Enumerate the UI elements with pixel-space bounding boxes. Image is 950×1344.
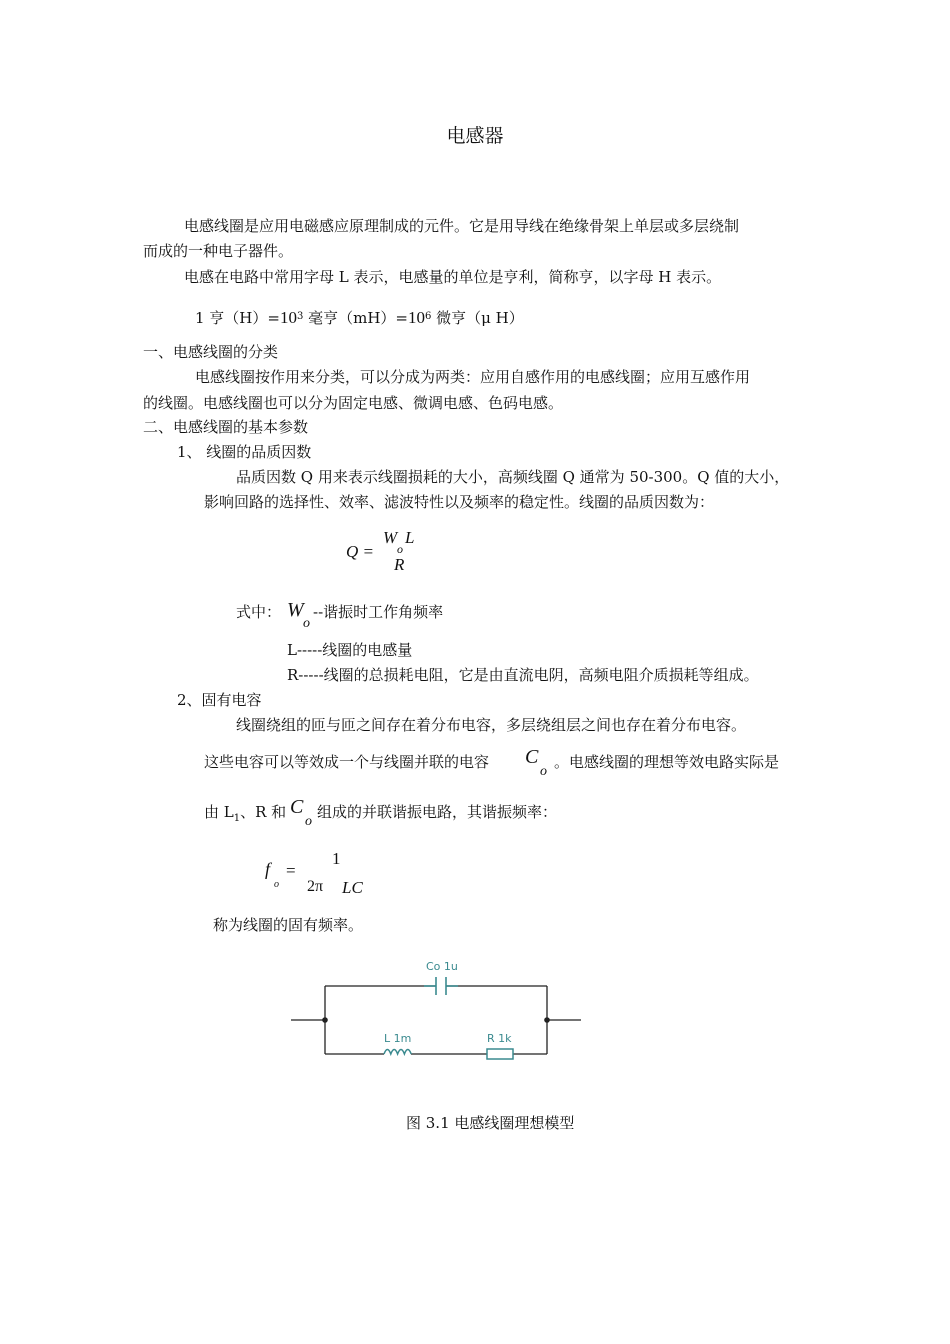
subsection-2-line-1: 线圈绕组的匝与匝之间存在着分布电容，多层绕组层之间也存在着分布电容。 <box>236 716 747 734</box>
unit-exp-6: 6 <box>425 311 432 322</box>
unit-conversion <box>195 309 524 326</box>
l-description: L-----线圈的电感量 <box>287 641 413 659</box>
intro-paragraph-2: 电感在电路中常用字母 L 表示，电感量的单位是亨利，简称亨，以字母 H 表示。 <box>184 268 722 286</box>
c-symbol-2: C <box>290 796 304 818</box>
f-subscript: o <box>274 879 279 890</box>
subsection-2-line-3 <box>204 805 286 824</box>
f-numerator: 1 <box>332 849 341 868</box>
subsection-1-line-2: 影响回路的选择性、效率、滤波特性以及频率的稳定性。线圈的品质因数为： <box>204 493 715 511</box>
where-label: 式中： <box>236 603 282 621</box>
resistor-label: R 1k <box>487 1032 512 1045</box>
section-1-heading: 一、电感线圈的分类 <box>143 343 279 361</box>
unit-exp-3: 3 <box>296 311 304 322</box>
subsection-1-line-1: 品质因数 Q 用来表示线圈损耗的大小，高频线圈 Q 通常为 50-300。Q 值的大小， <box>236 468 790 486</box>
unit-henry: 1 亨（H）= <box>195 309 280 327</box>
inductor-label: L 1m <box>384 1032 412 1045</box>
junction-dot-right <box>544 1017 550 1023</box>
line-3-text-c: 组成的并联谐振电路，其谐振频率： <box>317 803 558 821</box>
circuit-wires <box>291 986 581 1054</box>
subsection-2-heading: 2、固有电容 <box>177 691 262 709</box>
q-formula-r: R <box>394 555 405 574</box>
c-symbol: C <box>525 746 539 768</box>
q-formula-w: W <box>383 528 398 547</box>
unit-ten-2: 10 <box>408 308 425 327</box>
f-den-2pi: 2π <box>307 878 324 895</box>
r-description: R-----线圈的总损耗电阻，它是由直流电阴，高频电阻介质损耗等组成。 <box>287 666 759 684</box>
line-2-text-a: 这些电容可以等效成一个与线圈并联的电容 <box>204 753 490 771</box>
inductor-symbol <box>384 1050 411 1055</box>
figure-caption: 图 3.1 电感线圈理想模型 <box>406 1114 575 1132</box>
q-formula-lhs: Q = <box>346 542 374 561</box>
q-formula-l: L <box>405 528 415 547</box>
section-1-line-2: 的线圈。电感线圈也可以分为固定电感、微调电感、色码电感。 <box>143 394 564 412</box>
unit-ten: 10 <box>279 308 297 327</box>
line-2-text-b: 。电感线圈的理想等效电路实际是 <box>554 753 780 771</box>
f-equals: = <box>286 861 296 880</box>
line-3-text-b: 、R 和 <box>240 803 287 821</box>
natural-frequency-note: 称为线圈的固有频率。 <box>213 916 364 934</box>
circuit-diagram <box>0 950 950 1070</box>
c-subscript: o <box>540 764 547 779</box>
intro-paragraph-1-line-1: 电感线圈是应用电磁感应原理制成的元件。它是用导线在绝缘骨架上单层或多层绕制 <box>184 217 740 235</box>
unit-microhenry: 微亨（μ H） <box>431 309 524 327</box>
page-title: 电感器 <box>446 125 504 147</box>
q-formula-w-sub: o <box>397 542 403 556</box>
capacitor-symbol <box>424 977 458 995</box>
section-1-line-1: 电感线圈按作用来分类，可以分成为两类：应用自感作用的电感线圈；应用互感作用 <box>195 368 751 386</box>
capacitor-label: Co 1u <box>426 960 458 973</box>
w-description: --谐振时工作角频率 <box>313 603 444 621</box>
unit-millihenry: 毫亨（mH）= <box>303 309 408 327</box>
w-subscript: o <box>303 616 310 631</box>
line-3-text-a: 由 L <box>204 803 234 821</box>
c-subscript-2: o <box>305 814 312 829</box>
f-symbol: f <box>265 859 271 879</box>
section-2-heading: 二、电感线圈的基本参数 <box>143 418 309 436</box>
w-symbol: W <box>287 599 304 621</box>
f-den-lc: LC <box>342 878 363 897</box>
junction-dot-left <box>322 1017 328 1023</box>
line-3-sub: 1 <box>233 813 241 824</box>
subsection-1-heading: 1、 线圈的品质因数 <box>177 443 312 461</box>
intro-paragraph-1-line-2: 而成的一种电子器件。 <box>143 242 294 260</box>
resistor-symbol <box>487 1049 513 1059</box>
subsection-2-line-2 <box>204 755 489 770</box>
